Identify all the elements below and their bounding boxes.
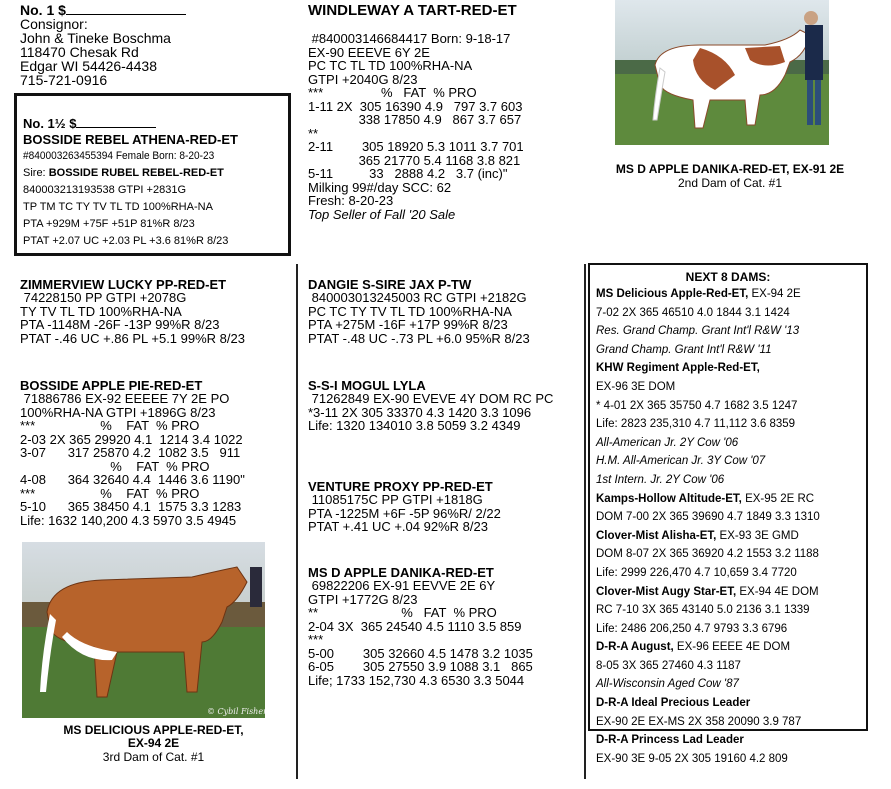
dam-record: * 4-01 2X 365 35750 4.7 1682 3.5 1247 [596, 399, 798, 412]
record-line: 11085175C PP GTPI +1818G [308, 492, 483, 508]
record-line: PC TC TY TV TL TD 100%RHA-NA [308, 303, 512, 319]
record-line: 74228150 PP GTPI +2078G [20, 290, 187, 306]
danika-caption [610, 162, 850, 190]
record-line: *3-11 2X 305 33370 4.3 1420 3.3 1096 [308, 404, 532, 420]
record-line: GTPI +1772G 8/23 [308, 591, 418, 607]
ssi-records [308, 392, 583, 433]
apple-caption [26, 724, 281, 764]
lot1-consignor-block [20, 2, 290, 87]
dam-record: 8-05 3X 365 27460 4.3 1187 [596, 659, 741, 672]
dam-classification: EX-96 EEEE 4E DOM [673, 641, 791, 654]
record-line: 338 17850 4.9 867 3.7 657 [308, 112, 522, 127]
dam-record: EX-90 3E 9-05 2X 305 19160 4.2 809 [596, 752, 788, 765]
bosside-apple-block [20, 379, 295, 527]
record-line: ** [308, 125, 319, 141]
dam-classification: EX-94 2E [748, 288, 801, 300]
dam-classification: EX-94 4E DOM [736, 585, 819, 598]
record-line: 71886786 EX-92 EEEEE 7Y 2E PO [20, 391, 230, 407]
apple-caption-name: MS DELICIOUS APPLE-RED-ET, [63, 723, 244, 737]
dam-award: All-American Jr. 2Y Cow '06 [596, 436, 739, 449]
danika-name: MS D APPLE DANIKA-RED-ET [308, 565, 494, 580]
record-line: 100%RHA-NA GTPI +1896G 8/23 [20, 404, 216, 420]
sire-name: BOSSIDE RUBEL REBEL-RED-ET [48, 167, 224, 179]
danika-block [308, 566, 583, 687]
record-line: 69822206 EX-91 EEVVE 2E 6Y [308, 578, 496, 594]
record-line: Life: 1320 134010 3.8 5059 3.2 4349 [308, 418, 521, 434]
record-line: PTA -1225M +6F -5P 96%R/ 2/22 [308, 505, 501, 521]
sire-label: Sire: [23, 167, 46, 179]
dam-name-line [596, 638, 860, 657]
next-dams-box [588, 263, 868, 765]
record-line: 6-05 305 27550 3.9 1088 3.1 865 [308, 659, 533, 675]
dam-award: 1st Intern. Jr. 2Y Cow '06 [596, 473, 725, 486]
record-line: Life; 1733 152,730 4.3 6530 3.3 5044 [308, 672, 525, 688]
dangie-block [308, 278, 583, 345]
ssi-block [308, 379, 583, 433]
record-line: 71262849 EX-90 EVEVE 4Y DOM RC PC [308, 391, 554, 407]
record-line: 365 21770 5.4 1168 3.8 821 [308, 152, 521, 168]
dam-name-line [596, 285, 860, 304]
dam-record: Life: 2486 206,250 4.7 9793 3.3 6796 [596, 622, 788, 635]
consignor-address1: 118470 Chesak Rd [20, 44, 139, 60]
record-line: PTAT +.41 UC +.04 92%R 8/23 [308, 519, 488, 535]
consignor-address2: Edgar WI 54426-4438 [20, 58, 157, 74]
dam-name-line [596, 731, 860, 750]
danika-records [308, 579, 583, 687]
lot-1-5-sire-line [23, 165, 288, 182]
record-line: 5-00 305 32660 4.5 1478 3.2 1035 [308, 645, 533, 661]
venture-name: VENTURE PROXY PP-RED-ET [308, 479, 493, 494]
dam-name: D-R-A Princess Lad Leader [596, 734, 744, 747]
record-line: PTAT -.48 UC -.73 PL +6.0 95%R 8/23 [308, 330, 530, 346]
dam-name: KHW Regiment Apple-Red-ET, [596, 362, 760, 375]
bosside-apple-name: BOSSIDE APPLE PIE-RED-ET [20, 378, 203, 393]
dam-classification: EX-95 2E RC [741, 492, 815, 505]
dam-record: EX-96 3E DOM [596, 380, 676, 393]
record-line: 3-07 317 25870 4.2 1082 3.5 911 [20, 445, 241, 461]
record-line: PTA -1148M -26F -13P 99%R 8/23 [20, 317, 220, 333]
lot-1-5-name: BOSSIDE REBEL ATHENA-RED-ET [23, 132, 238, 147]
record-line: 2-11 305 18920 5.3 1011 3.7 701 [308, 139, 524, 154]
dam-award: H.M. All-American Jr. 3Y Cow '07 [596, 455, 766, 468]
dam-record: RC 7-10 3X 365 43140 5.0 2136 3.1 1339 [596, 604, 810, 617]
consignor-label: Consignor: [20, 16, 88, 32]
dam-name: Kamps-Hollow Altitude-ET, [596, 492, 742, 505]
record-line: PTAT -.46 UC +.86 PL +5.1 99%R 8/23 [20, 330, 245, 346]
dam-name: Clover-Mist Augy Star-ET, [596, 585, 737, 598]
danika-caption-sub: 2nd Dam of Cat. #1 [677, 176, 783, 190]
dam-award: Res. Grand Champ. Grant Int'l R&W '13 [596, 325, 800, 338]
dam-name: Clover-Mist Alisha-ET, [596, 529, 717, 542]
record-line: Life: 1632 140,200 4.3 5970 3.5 4945 [20, 512, 237, 528]
record-line: TY TV TL TD 100%RHA-NA [20, 303, 182, 319]
lot-1-5-reg: #840003263455394 Female Born: 8-20-23 [23, 150, 215, 162]
venture-records [308, 493, 583, 534]
dam-record: Life: 2823 235,310 4.7 11,112 3.6 8359 [596, 418, 796, 431]
record-line: % FAT % PRO [20, 458, 210, 474]
lot-1-5-pta: PTA +929M +75F +51P 81%R 8/23 [23, 218, 195, 230]
lot-1-5-genetics: TP TM TC TY TV TL TD 100%RHA-NA [23, 201, 213, 213]
record-line: Fresh: 8-20-23 [308, 193, 394, 208]
venture-block [308, 480, 583, 534]
apple-caption-class: EX-94 2E [127, 736, 180, 750]
dangie-records [308, 291, 583, 345]
dam-record: DOM 8-07 2X 365 36920 4.2 1553 3.2 1188 [596, 548, 819, 561]
next-dams-title: NEXT 8 DAMS: [685, 270, 771, 284]
dam-name-line [596, 490, 860, 509]
dam-name: D-R-A Ideal Precious Leader [596, 697, 751, 710]
photo-signature: © Cybil Fisher [207, 707, 265, 716]
apple-caption-sub: 3rd Dam of Cat. #1 [102, 750, 205, 764]
windleway-block [308, 2, 583, 221]
record-line: 5-10 365 38450 4.1 1575 3.3 1283 [20, 499, 242, 515]
lot1-number: No. 1 $ [20, 2, 290, 17]
dam-name-line [596, 583, 860, 602]
column-divider-left [296, 264, 298, 779]
dam-name: D-R-A August, [596, 641, 674, 654]
record-line: PC TC TL TD 100%RHA-NA [308, 58, 473, 73]
record-line: *** % FAT % PRO [308, 85, 477, 100]
dam-name-line [596, 527, 860, 546]
danika-caption-name: MS D APPLE DANIKA-RED-ET, EX-91 2E [615, 162, 845, 176]
dam-record: EX-90 2E EX-MS 2X 358 20090 3.9 787 [596, 715, 802, 728]
windleway-records [308, 32, 583, 208]
next-dams-list [596, 285, 860, 768]
dam-record: 7-02 2X 365 46510 4.0 1844 3.1 1424 [596, 306, 790, 319]
lot-1-5-box [14, 93, 291, 256]
apple-photo [22, 542, 265, 718]
record-line: *** [308, 632, 324, 648]
windleway-name: WINDLEWAY A TART-RED-ET [308, 2, 517, 19]
record-line: ** % FAT % PRO [308, 605, 497, 621]
dam-award: Grand Champ. Grant Int'l R&W '11 [596, 343, 772, 356]
sire-reg: 840003213193538 GTPI +2831G [23, 184, 186, 196]
windleway-note: Top Seller of Fall '20 Sale [308, 206, 456, 222]
ssi-name: S-S-I MOGUL LYLA [308, 378, 426, 393]
dam-name-line [596, 694, 860, 713]
dam-record: DOM 7-00 2X 365 39690 4.7 1849 3.3 1310 [596, 511, 820, 524]
record-line: 5-11 33 2888 4.2 3.7 (inc)" [308, 166, 508, 181]
record-line: 2-03 2X 365 29920 4.1 1214 3.4 1022 [20, 431, 243, 447]
record-line: 2-04 3X 365 24540 4.5 1110 3.5 859 [308, 618, 522, 634]
record-line: 4-08 364 32640 4.4 1446 3.6 1190" [20, 472, 245, 488]
zimmerview-records [20, 291, 295, 345]
dangie-name: DANGIE S-SIRE JAX P-TW [308, 277, 472, 292]
consignor-name: John & Tineke Boschma [20, 30, 171, 46]
cow-photo-image [615, 0, 829, 145]
record-line: EX-90 EEEVE 6Y 2E [308, 44, 430, 60]
apple-cow-image [22, 542, 265, 718]
danika-photo [615, 0, 829, 145]
lot-1-5-ptat: PTAT +2.07 UC +2.03 PL +3.6 81%R 8/23 [23, 235, 229, 247]
record-line: 840003013245003 RC GTPI +2182G [308, 290, 527, 306]
zimmerview-name: ZIMMERVIEW LUCKY PP-RED-ET [20, 277, 227, 292]
record-line: GTPI +2040G 8/23 [308, 71, 418, 87]
column-divider-right [584, 264, 586, 779]
record-line: #840003146684417 Born: 9-18-17 [308, 31, 511, 46]
record-line: 1-11 2X 305 16390 4.9 797 3.7 603 [308, 98, 523, 114]
consignor-phone: 715-721-0916 [20, 72, 108, 88]
bosside-apple-records [20, 392, 295, 527]
dam-name-line [596, 359, 860, 378]
zimmerview-block [20, 278, 295, 345]
record-line: *** % FAT % PRO [20, 485, 200, 501]
record-line: Milking 99#/day SCC: 62 [308, 179, 452, 195]
dam-award: All-Wisconsin Aged Cow '87 [596, 678, 739, 691]
record-line: *** % FAT % PRO [20, 418, 200, 434]
dam-classification: EX-93 3E GMD [716, 529, 799, 542]
dam-name: MS Delicious Apple-Red-ET, [596, 288, 749, 300]
lot-1-5-number: No. 1½ $ [23, 116, 288, 132]
record-line: PTA +275M -16F +17P 99%R 8/23 [308, 317, 508, 333]
dam-record: Life: 2999 226,470 4.7 10,659 3.4 7720 [596, 566, 797, 579]
